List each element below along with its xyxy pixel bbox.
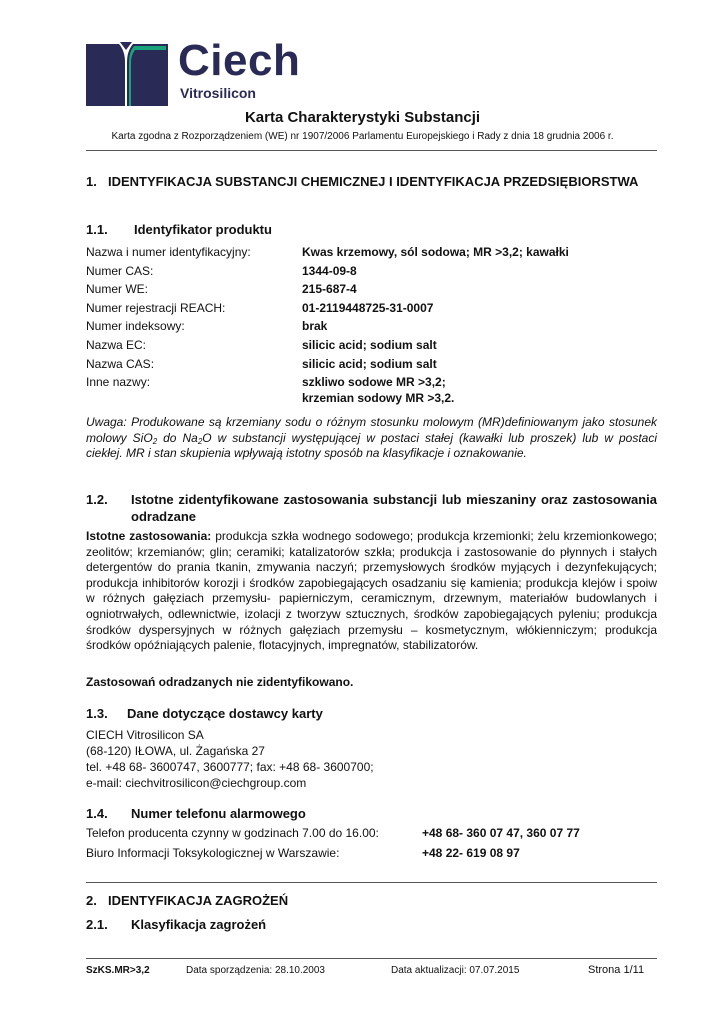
odradzane-statement: Zastosowań odradzanych nie zidentyfikowano. bbox=[86, 675, 354, 689]
supplier-line: (68-120) IŁOWA, ul. Żagańska 27 bbox=[86, 744, 265, 758]
identifier-value: 215-687-4 bbox=[302, 282, 357, 297]
phone-number: +48 68- 360 07 47, 360 07 77 bbox=[422, 826, 580, 840]
identifier-value: szkliwo sodowe MR >3,2; bbox=[302, 375, 446, 390]
phone-row bbox=[86, 823, 657, 843]
supplier-email: e-mail: ciechvitrosilicon@ciechgroup.com bbox=[86, 776, 307, 790]
document-subtitle: Karta zgodna z Rozporządzeniem (WE) nr 1907/2006 Parlamentu Europejskiego i Rady z dnia 18 grudnia 2006 r. bbox=[111, 131, 614, 142]
section-2-1-number: 2.1. bbox=[86, 917, 108, 932]
phone-label: Biuro Informacji Toksykologicznej w Warszawie: bbox=[86, 846, 340, 860]
identifier-label: Numer WE: bbox=[86, 282, 149, 297]
emergency-phones bbox=[86, 823, 657, 863]
identifier-row bbox=[86, 299, 657, 318]
uses-label: Istotne zastosowania: bbox=[86, 529, 212, 543]
note-paragraph bbox=[86, 415, 657, 462]
identifier-value: brak bbox=[302, 319, 328, 334]
identifier-row bbox=[86, 317, 657, 336]
phone-label: Telefon producenta czynny w godzinach 7.00 do 16.00: bbox=[86, 826, 379, 840]
note-subscript: 2 bbox=[152, 436, 158, 446]
section-1-2-title: Istotne zidentyfikowane zastosowania substancji lub mieszaniny oraz zastosowania odradzane bbox=[131, 492, 657, 524]
phone-row bbox=[86, 843, 657, 863]
section-1-3-title: Dane dotyczące dostawcy karty bbox=[127, 706, 323, 721]
identifier-value: 1344-09-8 bbox=[302, 263, 357, 278]
uses-paragraph bbox=[86, 529, 657, 654]
identifier-value: silicic acid; sodium salt bbox=[302, 356, 437, 371]
identifier-row bbox=[86, 336, 657, 355]
identifier-label: Inne nazwy: bbox=[86, 375, 151, 390]
supplier-details bbox=[86, 727, 657, 791]
supplier-line: tel. +48 68- 3600747, 3600777; fax: +48 68- 3600700; bbox=[86, 760, 374, 774]
section-1-number: 1. bbox=[86, 174, 97, 189]
uses-text: produkcja szkła wodnego sodowego; produkcja krzemionki; żelu krzemionkowego; zeolitów; krzemianów; glin; ceramiki; katalizatorów szkła; produkcja i zastosowanie do płynnych i stałych detergentów do prania tkanin, zmywania naczyń; przemysłowych środków myjących i dezynfekujących; produkcja inhibitorów korozji i środków zapobiegających osadzaniu się kamienia; produkcja klejów i spoiw w różnych gałęziach przemysłu- papierniczym, ceramicznym, drzewnym, materiałów budowlanych i ogniotrwałych, odlewnictwie, izolacji z tworzyw sztucznych, środków zapobiegających pyleniu; produkcja środków dyspersyjnych w różnych gałęziach przemysłu – kosmetycznym, włókienniczym; produkcja środków opóźniających palenie, flotacyjnych, impregnatów, stabilizatorów. bbox=[86, 529, 657, 653]
identifier-value: Kwas krzemowy, sól sodowa; MR >3,2; kawałki bbox=[302, 245, 569, 259]
document-title: Karta Charakterystyki Substancji bbox=[244, 109, 481, 126]
identifier-row bbox=[86, 243, 657, 262]
ciech-logo-mark-icon bbox=[86, 42, 168, 106]
logo-wordmark: Ciech bbox=[178, 36, 301, 85]
identifier-value: silicic acid; sodium salt bbox=[302, 337, 437, 352]
identifier-label: Nazwa EC: bbox=[86, 337, 147, 352]
footer-divider bbox=[86, 958, 657, 959]
section-2-1-title: Klasyfikacja zagrożeń bbox=[131, 917, 267, 932]
section-1-1-number: 1.1. bbox=[86, 222, 108, 237]
identifier-row bbox=[86, 355, 657, 374]
footer-page-number: Strona 1/11 bbox=[588, 964, 645, 976]
note-text: do Na bbox=[157, 430, 198, 445]
identifier-label: Numer CAS: bbox=[86, 263, 154, 278]
header-divider bbox=[86, 150, 657, 151]
section-2-number: 2. bbox=[86, 893, 97, 908]
section-2-title: IDENTYFIKACJA ZAGROŻEŃ bbox=[108, 893, 289, 908]
footer-updated-date: Data aktualizacji: 07.07.2015 bbox=[391, 965, 520, 976]
section-1-3-number: 1.3. bbox=[86, 706, 108, 721]
note-text: O w substancji występującej w postaci stałej (kawałki lub proszek) lub w postaci ciekłej. MR i stan skupienia wpływają istotny sposób na klasyfikacje i oznakowanie. bbox=[86, 430, 658, 461]
section-1-1-title: Identyfikator produktu bbox=[134, 222, 272, 237]
logo-subtitle: Vitrosilicon bbox=[180, 85, 256, 101]
note-text: Uwaga: Produkowane są krzemiany sodu o różnym stosunku molowym (MR)definiowanym jako stosunek molowy SiO bbox=[86, 415, 657, 445]
note-subscript: 2 bbox=[197, 436, 203, 446]
section-1-title: IDENTYFIKACJA SUBSTANCJI CHEMICZNEJ I IDENTYFIKACJA PRZEDSIĘBIORSTWA bbox=[108, 174, 639, 189]
identifier-value-2: krzemian sodowy MR >3,2. bbox=[302, 391, 455, 406]
identifier-row bbox=[86, 262, 657, 281]
identifier-value: 01-2119448725-31-0007 bbox=[302, 300, 434, 315]
product-identifier-table bbox=[86, 243, 657, 410]
section-1-4-number: 1.4. bbox=[86, 806, 108, 821]
ciech-logo bbox=[86, 36, 318, 106]
identifier-row bbox=[86, 373, 657, 410]
supplier-line: CIECH Vitrosilicon SA bbox=[86, 728, 204, 742]
identifier-label: Nazwa CAS: bbox=[86, 356, 155, 371]
identifier-label: Nazwa i numer identyfikacyjny: bbox=[86, 245, 251, 259]
identifier-label: Numer rejestracji REACH: bbox=[86, 300, 226, 315]
identifier-label: Numer indeksowy: bbox=[86, 319, 185, 334]
identifier-row bbox=[86, 280, 657, 299]
footer-code: SzKS.MR>3,2 bbox=[86, 965, 150, 976]
section-1-2-number: 1.2. bbox=[86, 492, 108, 507]
footer-created-date: Data sporządzenia: 28.10.2003 bbox=[186, 965, 325, 976]
phone-number: +48 22- 619 08 97 bbox=[422, 846, 520, 860]
section-1-4-title: Numer telefonu alarmowego bbox=[131, 806, 306, 821]
section-divider bbox=[86, 882, 657, 883]
